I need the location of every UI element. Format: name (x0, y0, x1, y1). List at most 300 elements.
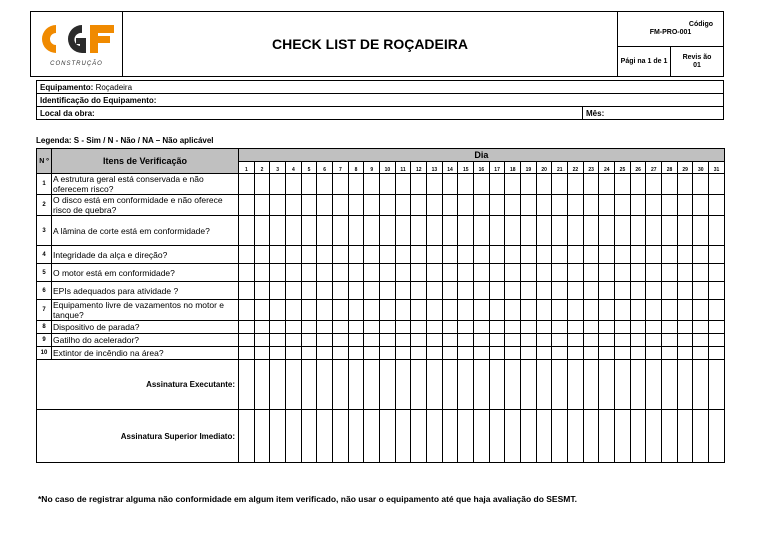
day-check-cell[interactable] (489, 264, 505, 282)
signature-day-cell[interactable] (662, 360, 678, 410)
day-check-cell[interactable] (583, 321, 599, 334)
day-check-cell[interactable] (411, 300, 427, 321)
day-check-cell[interactable] (380, 174, 396, 195)
day-check-cell[interactable] (521, 246, 537, 264)
day-check-cell[interactable] (364, 334, 380, 347)
signature-day-cell[interactable] (583, 360, 599, 410)
day-check-cell[interactable] (301, 347, 317, 360)
day-check-cell[interactable] (709, 300, 725, 321)
day-check-cell[interactable] (693, 195, 709, 216)
day-check-cell[interactable] (677, 246, 693, 264)
day-check-cell[interactable] (505, 174, 521, 195)
signature-day-cell[interactable] (709, 410, 725, 463)
day-check-cell[interactable] (568, 174, 584, 195)
signature-day-cell[interactable] (568, 410, 584, 463)
signature-day-cell[interactable] (552, 410, 568, 463)
day-check-cell[interactable] (427, 347, 443, 360)
day-check-cell[interactable] (348, 300, 364, 321)
day-check-cell[interactable] (364, 347, 380, 360)
day-check-cell[interactable] (333, 174, 349, 195)
day-check-cell[interactable] (474, 300, 490, 321)
signature-day-cell[interactable] (333, 360, 349, 410)
signature-day-cell[interactable] (489, 410, 505, 463)
signature-day-cell[interactable] (568, 360, 584, 410)
day-check-cell[interactable] (239, 300, 255, 321)
day-check-cell[interactable] (239, 334, 255, 347)
day-check-cell[interactable] (677, 264, 693, 282)
day-check-cell[interactable] (521, 264, 537, 282)
day-check-cell[interactable] (458, 264, 474, 282)
day-check-cell[interactable] (254, 195, 270, 216)
day-check-cell[interactable] (348, 347, 364, 360)
day-check-cell[interactable] (536, 174, 552, 195)
day-check-cell[interactable] (552, 334, 568, 347)
day-check-cell[interactable] (662, 264, 678, 282)
day-check-cell[interactable] (395, 195, 411, 216)
day-check-cell[interactable] (239, 347, 255, 360)
day-check-cell[interactable] (552, 174, 568, 195)
day-check-cell[interactable] (630, 321, 646, 334)
day-check-cell[interactable] (333, 216, 349, 246)
day-check-cell[interactable] (662, 347, 678, 360)
day-check-cell[interactable] (286, 300, 302, 321)
day-check-cell[interactable] (536, 334, 552, 347)
day-check-cell[interactable] (489, 321, 505, 334)
day-check-cell[interactable] (286, 216, 302, 246)
signature-day-cell[interactable] (505, 360, 521, 410)
day-check-cell[interactable] (709, 174, 725, 195)
day-check-cell[interactable] (333, 321, 349, 334)
day-check-cell[interactable] (693, 264, 709, 282)
signature-day-cell[interactable] (380, 360, 396, 410)
day-check-cell[interactable] (239, 216, 255, 246)
signature-day-cell[interactable] (505, 410, 521, 463)
day-check-cell[interactable] (677, 321, 693, 334)
day-check-cell[interactable] (411, 282, 427, 300)
day-check-cell[interactable] (662, 321, 678, 334)
day-check-cell[interactable] (583, 264, 599, 282)
day-check-cell[interactable] (521, 334, 537, 347)
day-check-cell[interactable] (254, 264, 270, 282)
day-check-cell[interactable] (317, 246, 333, 264)
day-check-cell[interactable] (348, 321, 364, 334)
signature-day-cell[interactable] (427, 410, 443, 463)
day-check-cell[interactable] (583, 300, 599, 321)
day-check-cell[interactable] (427, 264, 443, 282)
day-check-cell[interactable] (239, 321, 255, 334)
day-check-cell[interactable] (599, 246, 615, 264)
day-check-cell[interactable] (662, 300, 678, 321)
day-check-cell[interactable] (395, 246, 411, 264)
day-check-cell[interactable] (630, 264, 646, 282)
day-check-cell[interactable] (474, 264, 490, 282)
day-check-cell[interactable] (521, 347, 537, 360)
day-check-cell[interactable] (442, 174, 458, 195)
day-check-cell[interactable] (239, 282, 255, 300)
signature-day-cell[interactable] (411, 410, 427, 463)
day-check-cell[interactable] (505, 300, 521, 321)
day-check-cell[interactable] (599, 347, 615, 360)
day-check-cell[interactable] (536, 282, 552, 300)
day-check-cell[interactable] (442, 282, 458, 300)
day-check-cell[interactable] (677, 282, 693, 300)
day-check-cell[interactable] (709, 347, 725, 360)
day-check-cell[interactable] (427, 334, 443, 347)
day-check-cell[interactable] (301, 300, 317, 321)
signature-day-cell[interactable] (458, 360, 474, 410)
day-check-cell[interactable] (286, 174, 302, 195)
day-check-cell[interactable] (568, 216, 584, 246)
day-check-cell[interactable] (489, 300, 505, 321)
day-check-cell[interactable] (677, 334, 693, 347)
day-check-cell[interactable] (599, 321, 615, 334)
day-check-cell[interactable] (411, 195, 427, 216)
signature-day-cell[interactable] (615, 410, 631, 463)
day-check-cell[interactable] (583, 347, 599, 360)
day-check-cell[interactable] (317, 347, 333, 360)
signature-day-cell[interactable] (442, 360, 458, 410)
day-check-cell[interactable] (380, 216, 396, 246)
day-check-cell[interactable] (317, 195, 333, 216)
day-check-cell[interactable] (536, 246, 552, 264)
day-check-cell[interactable] (489, 334, 505, 347)
day-check-cell[interactable] (270, 264, 286, 282)
signature-day-cell[interactable] (646, 360, 662, 410)
day-check-cell[interactable] (458, 300, 474, 321)
signature-day-cell[interactable] (630, 360, 646, 410)
day-check-cell[interactable] (536, 300, 552, 321)
day-check-cell[interactable] (270, 300, 286, 321)
day-check-cell[interactable] (630, 347, 646, 360)
day-check-cell[interactable] (380, 195, 396, 216)
day-check-cell[interactable] (709, 282, 725, 300)
day-check-cell[interactable] (615, 264, 631, 282)
day-check-cell[interactable] (270, 347, 286, 360)
day-check-cell[interactable] (427, 282, 443, 300)
day-check-cell[interactable] (395, 347, 411, 360)
day-check-cell[interactable] (536, 195, 552, 216)
signature-day-cell[interactable] (630, 410, 646, 463)
day-check-cell[interactable] (552, 246, 568, 264)
signature-day-cell[interactable] (583, 410, 599, 463)
day-check-cell[interactable] (552, 216, 568, 246)
signature-day-cell[interactable] (395, 410, 411, 463)
day-check-cell[interactable] (677, 216, 693, 246)
signature-day-cell[interactable] (380, 410, 396, 463)
signature-day-cell[interactable] (599, 360, 615, 410)
day-check-cell[interactable] (630, 282, 646, 300)
day-check-cell[interactable] (427, 216, 443, 246)
day-check-cell[interactable] (239, 174, 255, 195)
day-check-cell[interactable] (380, 334, 396, 347)
signature-day-cell[interactable] (474, 410, 490, 463)
day-check-cell[interactable] (662, 246, 678, 264)
day-check-cell[interactable] (395, 334, 411, 347)
day-check-cell[interactable] (270, 282, 286, 300)
day-check-cell[interactable] (552, 347, 568, 360)
day-check-cell[interactable] (301, 216, 317, 246)
day-check-cell[interactable] (552, 282, 568, 300)
day-check-cell[interactable] (693, 216, 709, 246)
day-check-cell[interactable] (301, 195, 317, 216)
day-check-cell[interactable] (693, 347, 709, 360)
day-check-cell[interactable] (583, 246, 599, 264)
day-check-cell[interactable] (427, 195, 443, 216)
day-check-cell[interactable] (348, 195, 364, 216)
day-check-cell[interactable] (693, 321, 709, 334)
signature-day-cell[interactable] (536, 360, 552, 410)
signature-day-cell[interactable] (317, 410, 333, 463)
day-check-cell[interactable] (662, 174, 678, 195)
day-check-cell[interactable] (411, 347, 427, 360)
day-check-cell[interactable] (380, 321, 396, 334)
signature-day-cell[interactable] (301, 410, 317, 463)
day-check-cell[interactable] (427, 321, 443, 334)
day-check-cell[interactable] (458, 321, 474, 334)
signature-day-cell[interactable] (662, 410, 678, 463)
day-check-cell[interactable] (411, 246, 427, 264)
day-check-cell[interactable] (317, 174, 333, 195)
day-check-cell[interactable] (521, 282, 537, 300)
day-check-cell[interactable] (254, 321, 270, 334)
signature-day-cell[interactable] (301, 360, 317, 410)
day-check-cell[interactable] (364, 246, 380, 264)
day-check-cell[interactable] (568, 334, 584, 347)
day-check-cell[interactable] (505, 216, 521, 246)
day-check-cell[interactable] (615, 334, 631, 347)
signature-day-cell[interactable] (677, 410, 693, 463)
day-check-cell[interactable] (442, 334, 458, 347)
day-check-cell[interactable] (677, 174, 693, 195)
day-check-cell[interactable] (505, 282, 521, 300)
day-check-cell[interactable] (693, 300, 709, 321)
signature-day-cell[interactable] (646, 410, 662, 463)
day-check-cell[interactable] (458, 246, 474, 264)
day-check-cell[interactable] (599, 174, 615, 195)
day-check-cell[interactable] (474, 216, 490, 246)
day-check-cell[interactable] (380, 246, 396, 264)
day-check-cell[interactable] (521, 321, 537, 334)
signature-day-cell[interactable] (693, 360, 709, 410)
day-check-cell[interactable] (583, 216, 599, 246)
day-check-cell[interactable] (474, 321, 490, 334)
day-check-cell[interactable] (411, 216, 427, 246)
day-check-cell[interactable] (286, 264, 302, 282)
day-check-cell[interactable] (568, 246, 584, 264)
day-check-cell[interactable] (505, 321, 521, 334)
day-check-cell[interactable] (270, 246, 286, 264)
day-check-cell[interactable] (380, 282, 396, 300)
day-check-cell[interactable] (709, 264, 725, 282)
day-check-cell[interactable] (662, 334, 678, 347)
signature-day-cell[interactable] (333, 410, 349, 463)
day-check-cell[interactable] (630, 216, 646, 246)
day-check-cell[interactable] (380, 264, 396, 282)
day-check-cell[interactable] (364, 174, 380, 195)
day-check-cell[interactable] (286, 282, 302, 300)
day-check-cell[interactable] (474, 347, 490, 360)
day-check-cell[interactable] (458, 174, 474, 195)
day-check-cell[interactable] (442, 216, 458, 246)
day-check-cell[interactable] (677, 195, 693, 216)
day-check-cell[interactable] (474, 282, 490, 300)
day-check-cell[interactable] (254, 300, 270, 321)
day-check-cell[interactable] (552, 264, 568, 282)
signature-day-cell[interactable] (474, 360, 490, 410)
day-check-cell[interactable] (521, 195, 537, 216)
day-check-cell[interactable] (505, 195, 521, 216)
day-check-cell[interactable] (317, 300, 333, 321)
day-check-cell[interactable] (254, 347, 270, 360)
day-check-cell[interactable] (505, 334, 521, 347)
day-check-cell[interactable] (693, 334, 709, 347)
day-check-cell[interactable] (536, 264, 552, 282)
day-check-cell[interactable] (630, 246, 646, 264)
day-check-cell[interactable] (646, 246, 662, 264)
day-check-cell[interactable] (709, 216, 725, 246)
day-check-cell[interactable] (442, 264, 458, 282)
day-check-cell[interactable] (568, 347, 584, 360)
day-check-cell[interactable] (395, 174, 411, 195)
day-check-cell[interactable] (662, 282, 678, 300)
signature-day-cell[interactable] (552, 360, 568, 410)
day-check-cell[interactable] (630, 300, 646, 321)
day-check-cell[interactable] (474, 195, 490, 216)
day-check-cell[interactable] (333, 264, 349, 282)
day-check-cell[interactable] (254, 246, 270, 264)
day-check-cell[interactable] (442, 246, 458, 264)
day-check-cell[interactable] (333, 347, 349, 360)
day-check-cell[interactable] (254, 216, 270, 246)
signature-day-cell[interactable] (427, 360, 443, 410)
day-check-cell[interactable] (552, 321, 568, 334)
day-check-cell[interactable] (270, 195, 286, 216)
day-check-cell[interactable] (458, 195, 474, 216)
day-check-cell[interactable] (599, 216, 615, 246)
day-check-cell[interactable] (458, 216, 474, 246)
day-check-cell[interactable] (521, 216, 537, 246)
day-check-cell[interactable] (646, 174, 662, 195)
day-check-cell[interactable] (317, 216, 333, 246)
day-check-cell[interactable] (536, 347, 552, 360)
day-check-cell[interactable] (568, 195, 584, 216)
day-check-cell[interactable] (348, 174, 364, 195)
day-check-cell[interactable] (677, 300, 693, 321)
day-check-cell[interactable] (505, 347, 521, 360)
day-check-cell[interactable] (536, 321, 552, 334)
signature-day-cell[interactable] (239, 410, 255, 463)
day-check-cell[interactable] (458, 282, 474, 300)
day-check-cell[interactable] (630, 334, 646, 347)
signature-day-cell[interactable] (270, 410, 286, 463)
day-check-cell[interactable] (646, 321, 662, 334)
day-check-cell[interactable] (615, 195, 631, 216)
day-check-cell[interactable] (709, 246, 725, 264)
signature-day-cell[interactable] (239, 360, 255, 410)
day-check-cell[interactable] (427, 174, 443, 195)
signature-day-cell[interactable] (536, 410, 552, 463)
signature-day-cell[interactable] (615, 360, 631, 410)
day-check-cell[interactable] (301, 264, 317, 282)
day-check-cell[interactable] (427, 246, 443, 264)
day-check-cell[interactable] (411, 174, 427, 195)
day-check-cell[interactable] (380, 347, 396, 360)
day-check-cell[interactable] (411, 334, 427, 347)
day-check-cell[interactable] (489, 174, 505, 195)
day-check-cell[interactable] (254, 174, 270, 195)
day-check-cell[interactable] (599, 300, 615, 321)
day-check-cell[interactable] (270, 321, 286, 334)
signature-day-cell[interactable] (348, 360, 364, 410)
day-check-cell[interactable] (364, 282, 380, 300)
day-check-cell[interactable] (333, 195, 349, 216)
day-check-cell[interactable] (583, 282, 599, 300)
signature-day-cell[interactable] (411, 360, 427, 410)
day-check-cell[interactable] (395, 264, 411, 282)
signature-day-cell[interactable] (599, 410, 615, 463)
day-check-cell[interactable] (286, 347, 302, 360)
day-check-cell[interactable] (317, 334, 333, 347)
day-check-cell[interactable] (599, 334, 615, 347)
day-check-cell[interactable] (615, 347, 631, 360)
day-check-cell[interactable] (348, 216, 364, 246)
day-check-cell[interactable] (568, 282, 584, 300)
day-check-cell[interactable] (395, 282, 411, 300)
day-check-cell[interactable] (568, 264, 584, 282)
day-check-cell[interactable] (709, 334, 725, 347)
day-check-cell[interactable] (646, 334, 662, 347)
signature-day-cell[interactable] (521, 360, 537, 410)
signature-day-cell[interactable] (254, 410, 270, 463)
signature-day-cell[interactable] (395, 360, 411, 410)
day-check-cell[interactable] (583, 195, 599, 216)
day-check-cell[interactable] (317, 282, 333, 300)
day-check-cell[interactable] (301, 334, 317, 347)
signature-day-cell[interactable] (442, 410, 458, 463)
day-check-cell[interactable] (583, 334, 599, 347)
day-check-cell[interactable] (427, 300, 443, 321)
day-check-cell[interactable] (239, 264, 255, 282)
day-check-cell[interactable] (552, 195, 568, 216)
day-check-cell[interactable] (458, 334, 474, 347)
day-check-cell[interactable] (583, 174, 599, 195)
day-check-cell[interactable] (364, 195, 380, 216)
day-check-cell[interactable] (270, 216, 286, 246)
day-check-cell[interactable] (411, 321, 427, 334)
day-check-cell[interactable] (630, 195, 646, 216)
signature-day-cell[interactable] (317, 360, 333, 410)
day-check-cell[interactable] (615, 282, 631, 300)
signature-day-cell[interactable] (364, 360, 380, 410)
day-check-cell[interactable] (615, 174, 631, 195)
day-check-cell[interactable] (489, 195, 505, 216)
day-check-cell[interactable] (442, 300, 458, 321)
day-check-cell[interactable] (270, 334, 286, 347)
day-check-cell[interactable] (693, 282, 709, 300)
day-check-cell[interactable] (646, 347, 662, 360)
day-check-cell[interactable] (411, 264, 427, 282)
day-check-cell[interactable] (489, 246, 505, 264)
day-check-cell[interactable] (286, 195, 302, 216)
day-check-cell[interactable] (254, 282, 270, 300)
day-check-cell[interactable] (317, 264, 333, 282)
day-check-cell[interactable] (646, 195, 662, 216)
day-check-cell[interactable] (348, 264, 364, 282)
day-check-cell[interactable] (364, 321, 380, 334)
day-check-cell[interactable] (615, 300, 631, 321)
day-check-cell[interactable] (301, 321, 317, 334)
signature-day-cell[interactable] (693, 410, 709, 463)
